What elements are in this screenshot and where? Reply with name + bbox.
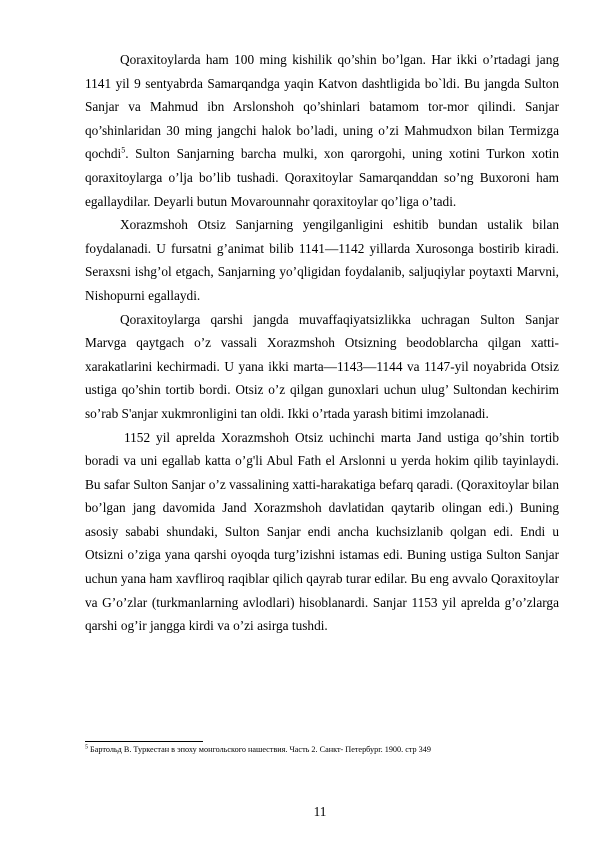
footnote-separator — [85, 741, 203, 742]
paragraph-2: Xorazmshoh Otsiz Sanjarning yengilganligini eshitib bundan ustalik bilan foydalanadi. U fursatni g’animat bilib 1141—1142 yillarda Xurosonga bostirib kiradi. Seraxsni ishg’ol etgach, Sanjarning yo’qligidan foydalanib, saljuqiylar poytaxti Marvni, Nishopurni egallaydi. — [85, 217, 559, 303]
paragraph-1-text-before: Qoraxitoylarda ham 100 ming kishilik qo’shin bo’lgan. Har ikki o’rtadagi jang 1141 yil 9 sentyabrda Samarqandga yaqin Katvon dashtligida bo`ldi. Bu jangda Sulton Sanjar va Mahmud ibn Arslonshoh qo’shinlari batamom tor-mor qilindi. Sanjar qo’shinlaridan 30 ming jangchi halok bo’ladi, uning o’zi Mahmudxon bilan Termizga qochdi — [85, 52, 559, 162]
footnote-marker: 5 — [85, 744, 88, 751]
paragraph-3: Qoraxitoylarga qarshi jangda muvaffaqiyatsizlikka uchragan Sulton Sanjar Marvga qaytgach o’z vassali Xorazmshoh Otsizning beodoblarcha qilgan xatti-xarakatlarini kechirmadi. U yana ikki marta—1143—1144 va 1147-yil noyabrida Otsiz ustiga qo’shin tortib bordi. Otsiz o’z qilgan gunoxlari uchun ulug’ Sultondan kechirim so’rab S'anjar xukmronligini tan oldi. Ikki o’rtada yarash bitimi imzolanadi. — [85, 311, 559, 421]
paragraph-1-text-after: . Sulton Sanjarning barcha mulki, xon qarorgohi, uning xotini Turkon xotin qoraxitoylarga o’lja bo’lib tushadi. Qoraxitoylar Samarqanddan so’ng Buxoroni ham egallaydilar. Deyarli butun Movarounnahr qoraxitoylar qo’liga o’tadi. — [85, 146, 559, 209]
paragraph-1 — [85, 48, 559, 213]
paragraph-4: 1152 yil aprelda Xorazmshoh Otsiz uchinchi marta Jand ustiga qo’shin tortib boradi va uni egallab katta o’g'li Abul Fath el Arslonni u yerda hokim qilib tayinlaydi. Bu safar Sulton Sanjar o’z vassalining xatti-harakatiga befarq qaradi. (Qoraxitoylar bilan bo’lgan jang davomida Jand Xorazmshoh davlatidan qaytarib olingan edi.) Buning asosiy sababi shundaki, Sulton Sanjar endi ancha kuchsizlanib qolgan edi. Endi u Otsizni o’ziga yana qarshi oyoqda turg’izishni istamas edi. Buning ustiga Sulton Sanjar uchun yana ham xavfliroq raqiblar qilich qayrab turar edilar. Bu eng avvalo Qoraxitoylar va G’o’zlar (turkmanlarning avlodlari) hisoblanardi. Sanjar 1153 yil aprelda g’o’zlarga qarshi og’ir jangga kirdi va o’zi asirga tushdi. — [85, 429, 559, 634]
document-body — [85, 48, 559, 638]
footnote — [85, 744, 559, 755]
page-number: 11 — [313, 804, 327, 819]
footnote-text: Бартольд В. Туркестан в эпоху монгольского нашествия. Часть 2. Санкт- Петербург. 1900. стр 349 — [88, 745, 431, 754]
footnote-reference[interactable]: 5 — [121, 145, 126, 155]
